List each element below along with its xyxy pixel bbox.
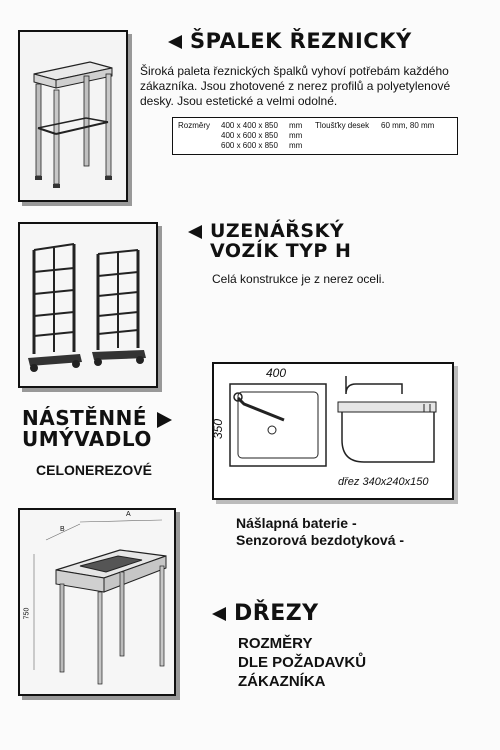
butcher-block-title: ŠPALEK ŘEZNICKÝ xyxy=(168,30,412,52)
smoking-cart-title: UZENÁŘSKÝ VOZÍK TYP H xyxy=(188,222,351,262)
wall-sink-drawing xyxy=(212,362,454,500)
dims-unit-3: mm xyxy=(289,141,303,150)
dims-unit-1: mm xyxy=(289,121,303,130)
smoking-cart-description: Celá konstrukce je z nerez oceli. xyxy=(212,272,385,286)
dims-row-3: 600 x 600 x 850 xyxy=(221,141,278,150)
butcher-block-description: Široká paleta řeznických špalků vyhoví potřebám každého zákazníka. Jsou zhotovené z nerez profilů a polyetylenové desky. Jsou estetické a velmi odolné. xyxy=(140,64,451,108)
sinks-dimensions-text xyxy=(238,634,366,691)
dims-label: Rozměry xyxy=(178,121,211,130)
smoking-cart-photo xyxy=(18,222,158,388)
sinks-text-line-3: ZÁKAZNÍKA xyxy=(238,673,326,690)
arrow-left-icon xyxy=(212,607,226,621)
wall-sink-subtitle: CELONEREZOVÉ xyxy=(36,462,152,478)
thickness-value: 60 mm, 80 mm xyxy=(381,121,435,130)
sinks-title: DŘEZY xyxy=(212,602,319,625)
dims-row-2: 400 x 600 x 850 xyxy=(221,131,278,140)
note-sensor-faucet: Senzorová bezdotyková - xyxy=(236,532,405,548)
butcher-block-illustration xyxy=(20,32,126,200)
wall-sink-notes xyxy=(236,515,404,549)
sink-illustration xyxy=(20,510,174,694)
note-pedal-faucet: Nášlapná baterie - xyxy=(236,515,357,531)
arrow-left-icon xyxy=(188,225,202,239)
drawing-caption: dřez 340x240x150 xyxy=(338,476,429,488)
butcher-block-dimensions-table xyxy=(172,117,458,155)
dims-unit-2: mm xyxy=(289,131,303,140)
sink-photo xyxy=(18,508,176,696)
drawing-height-label: 350 xyxy=(211,418,226,440)
sink-dim-a: A xyxy=(126,511,131,518)
thickness-label: Tloušťky desek xyxy=(315,121,370,130)
butcher-block-photo xyxy=(18,30,128,202)
dims-row-1: 400 x 400 x 850 xyxy=(221,121,278,130)
sink-dim-height: 750 xyxy=(23,607,31,620)
drawing-width-label: 400 xyxy=(266,366,287,380)
arrow-right-icon xyxy=(157,412,172,428)
sinks-text-line-1: ROZMĚRY xyxy=(238,635,313,652)
arrow-left-icon xyxy=(168,35,182,49)
sinks-text-line-2: DLE POŽADAVKŮ xyxy=(238,654,367,671)
sink-dim-b: B xyxy=(60,526,65,533)
smoking-cart-illustration xyxy=(20,224,156,386)
wall-sink-title: NÁSTĚNNÉ UMÝVADLO xyxy=(22,408,172,450)
